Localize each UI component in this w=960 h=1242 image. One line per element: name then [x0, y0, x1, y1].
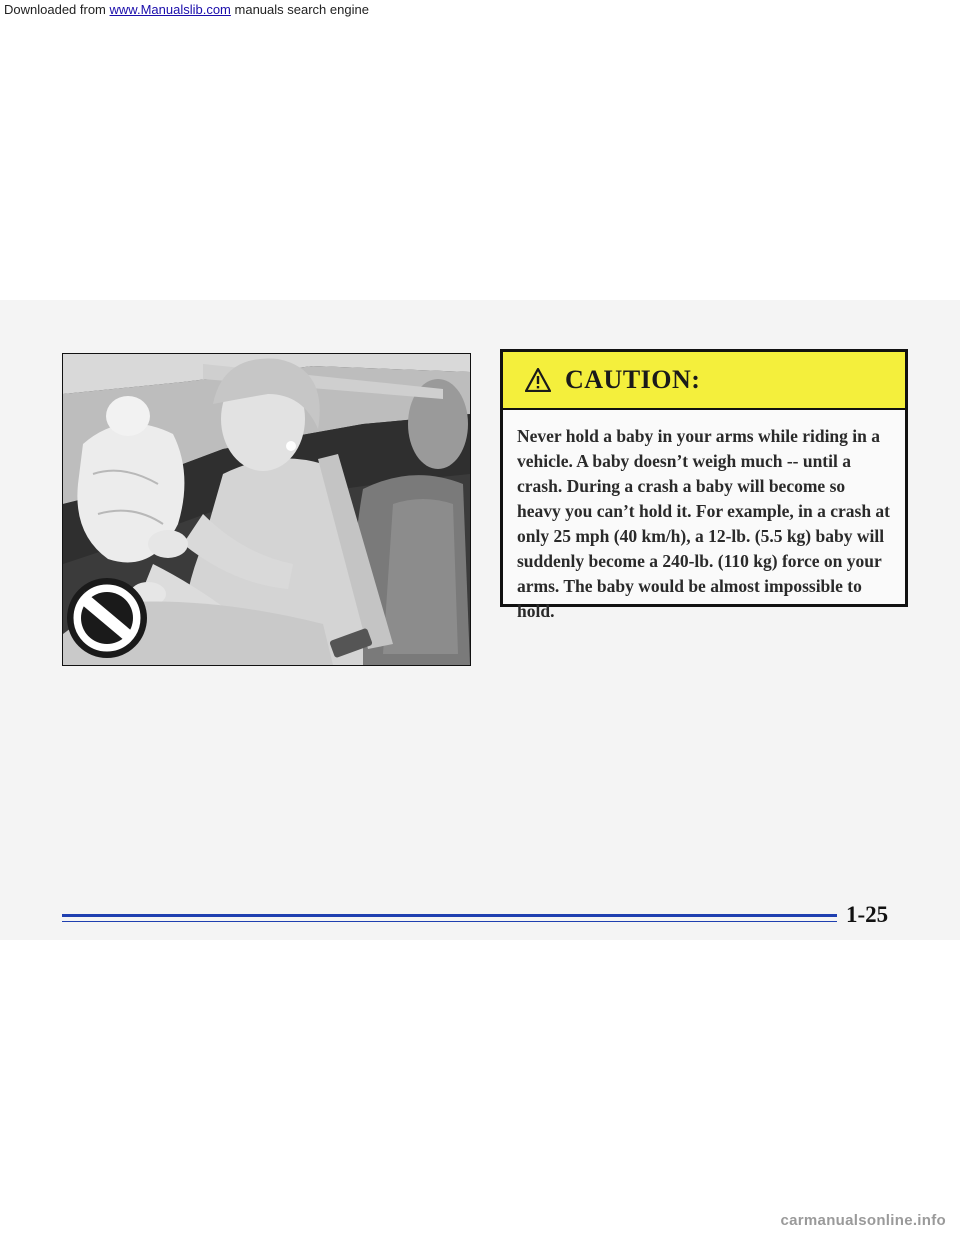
- footer-rule-thin: [62, 921, 837, 922]
- download-source-line: [4, 2, 369, 17]
- caution-title: CAUTION:: [565, 365, 701, 394]
- page-number: 1-25: [846, 902, 889, 927]
- baby-in-arms-illustration: [62, 353, 471, 666]
- footer-brand: carmanualsonline.info: [780, 1212, 946, 1229]
- manualslib-link[interactable]: www.Manualslib.com: [109, 2, 231, 17]
- download-prefix: Downloaded from: [4, 2, 106, 17]
- no-symbol-icon: [67, 578, 147, 658]
- footer-rule: [62, 914, 837, 917]
- caution-text: Never hold a baby in your arms while riding in a vehicle. A baby doesn’t weigh much -- until a crash. During a crash a baby will become so heavy you can’t hold it. For example, in a crash at only 25 mph (40 km/h), a 12-lb. (5.5 kg) baby will suddenly become a 240-lb. (110 kg) force on your arms. The baby would be almost impossible to hold.: [517, 426, 891, 621]
- warning-triangle-icon: [525, 368, 551, 392]
- download-suffix: manuals search engine: [234, 2, 369, 17]
- caution-box: [500, 349, 908, 621]
- caution-header: [503, 352, 905, 410]
